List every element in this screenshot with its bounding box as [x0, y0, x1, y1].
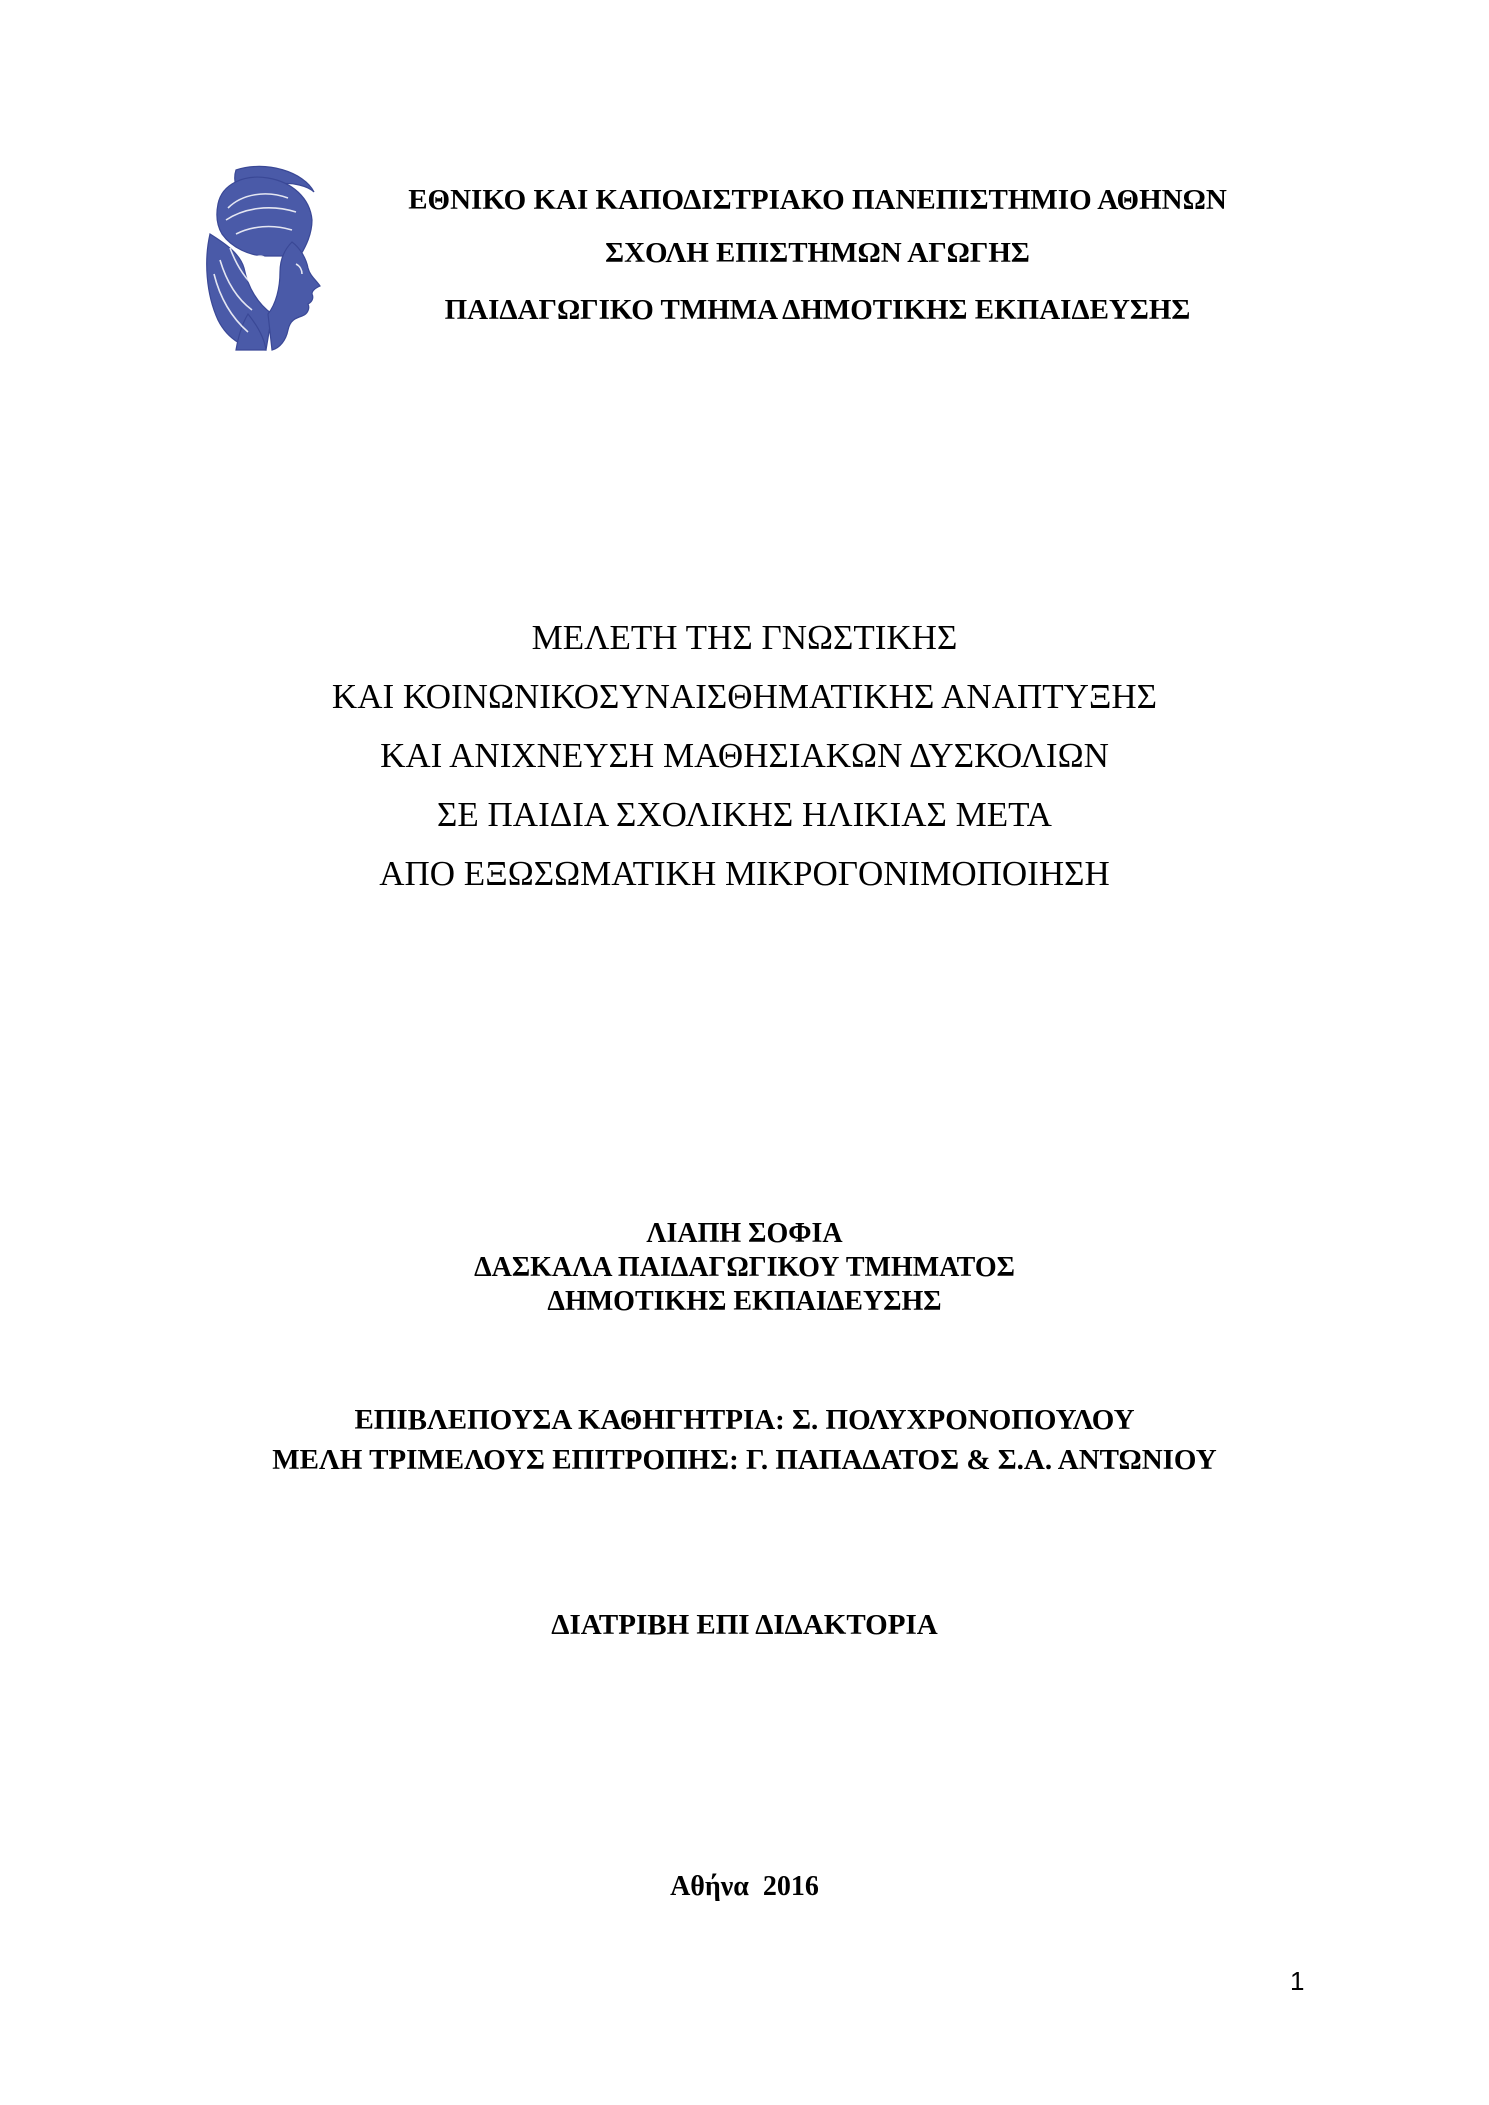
- title-line: ΑΠΟ ΕΞΩΣΩΜΑΤΙΚΗ ΜΙΚΡΟΓΟΝΙΜΟΠΟΙΗΣΗ: [379, 854, 1110, 893]
- page-number: 1: [1290, 1966, 1305, 1996]
- supervisor-line: ΕΠΙΒΛΕΠΟΥΣΑ ΚΑΘΗΓΗΤΡΙΑ: Σ. ΠΟΛΥΧΡΟΝΟΠΟΥΛΟΥ: [354, 1404, 1135, 1436]
- committee-info: [0, 1400, 1489, 1480]
- place-date: Αθήνα 2016: [670, 1871, 819, 1902]
- title-line: ΚΑΙ ΑΝΙΧΝΕΥΣΗ ΜΑΘΗΣΙΑΚΩΝ ΔΥΣΚΟΛΙΩΝ: [380, 736, 1109, 775]
- school-name: ΣΧΟΛΗ ΕΠΙΣΤΗΜΩΝ ΑΓΩΓΗΣ: [605, 237, 1030, 269]
- university-name: ΕΘΝΙΚΟ ΚΑΙ ΚΑΠΟΔΙΣΤΡΙΑΚΟ ΠΑΝΕΠΙΣΤΗΜΙΟ ΑΘΗΝΩΝ: [408, 184, 1227, 216]
- committee-members-line: ΜΕΛΗ ΤΡΙΜΕΛΟΥΣ ΕΠΙΤΡΟΠΗΣ: Γ. ΠΑΠΑΔΑΤΟΣ & Σ.Α. ΑΝΤΩΝΙΟΥ: [272, 1444, 1217, 1476]
- author-info: [0, 1217, 1489, 1319]
- author-role: ΔΗΜΟΤΙΚΗΣ ΕΚΠΑΙΔΕΥΣΗΣ: [547, 1286, 942, 1317]
- title-line: ΚΑΙ ΚΟΙΝΩΝΙΚΟΣΥΝΑΙΣΘΗΜΑΤΙΚΗΣ ΑΝΑΠΤΥΞΗΣ: [331, 677, 1158, 716]
- title-line: ΜΕΛΕΤΗ ΤΗΣ ΓΝΩΣΤΙΚΗΣ: [531, 618, 958, 657]
- title-line: ΣΕ ΠΑΙΔΙΑ ΣΧΟΛΙΚΗΣ ΗΛΙΚΙΑΣ ΜΕΤΑ: [437, 795, 1052, 834]
- author-role: ΔΑΣΚΑΛΑ ΠΑΙΔΑΓΩΓΙΚΟΥ ΤΜΗΜΑΤΟΣ: [474, 1252, 1015, 1283]
- department-name: ΠΑΙΔΑΓΩΓΙΚΟ ΤΜΗΜΑ ΔΗΜΟΤΙΚΗΣ ΕΚΠΑΙΔΕΥΣΗΣ: [444, 294, 1191, 326]
- thesis-type: ΔΙΑΤΡΙΒΗ ΕΠΙ ΔΙΔΑΚΤΟΡΙΑ: [551, 1609, 938, 1641]
- author-name: ΛΙΑΠΗ ΣΟΦΙΑ: [646, 1218, 843, 1249]
- thesis-title: [0, 608, 1489, 903]
